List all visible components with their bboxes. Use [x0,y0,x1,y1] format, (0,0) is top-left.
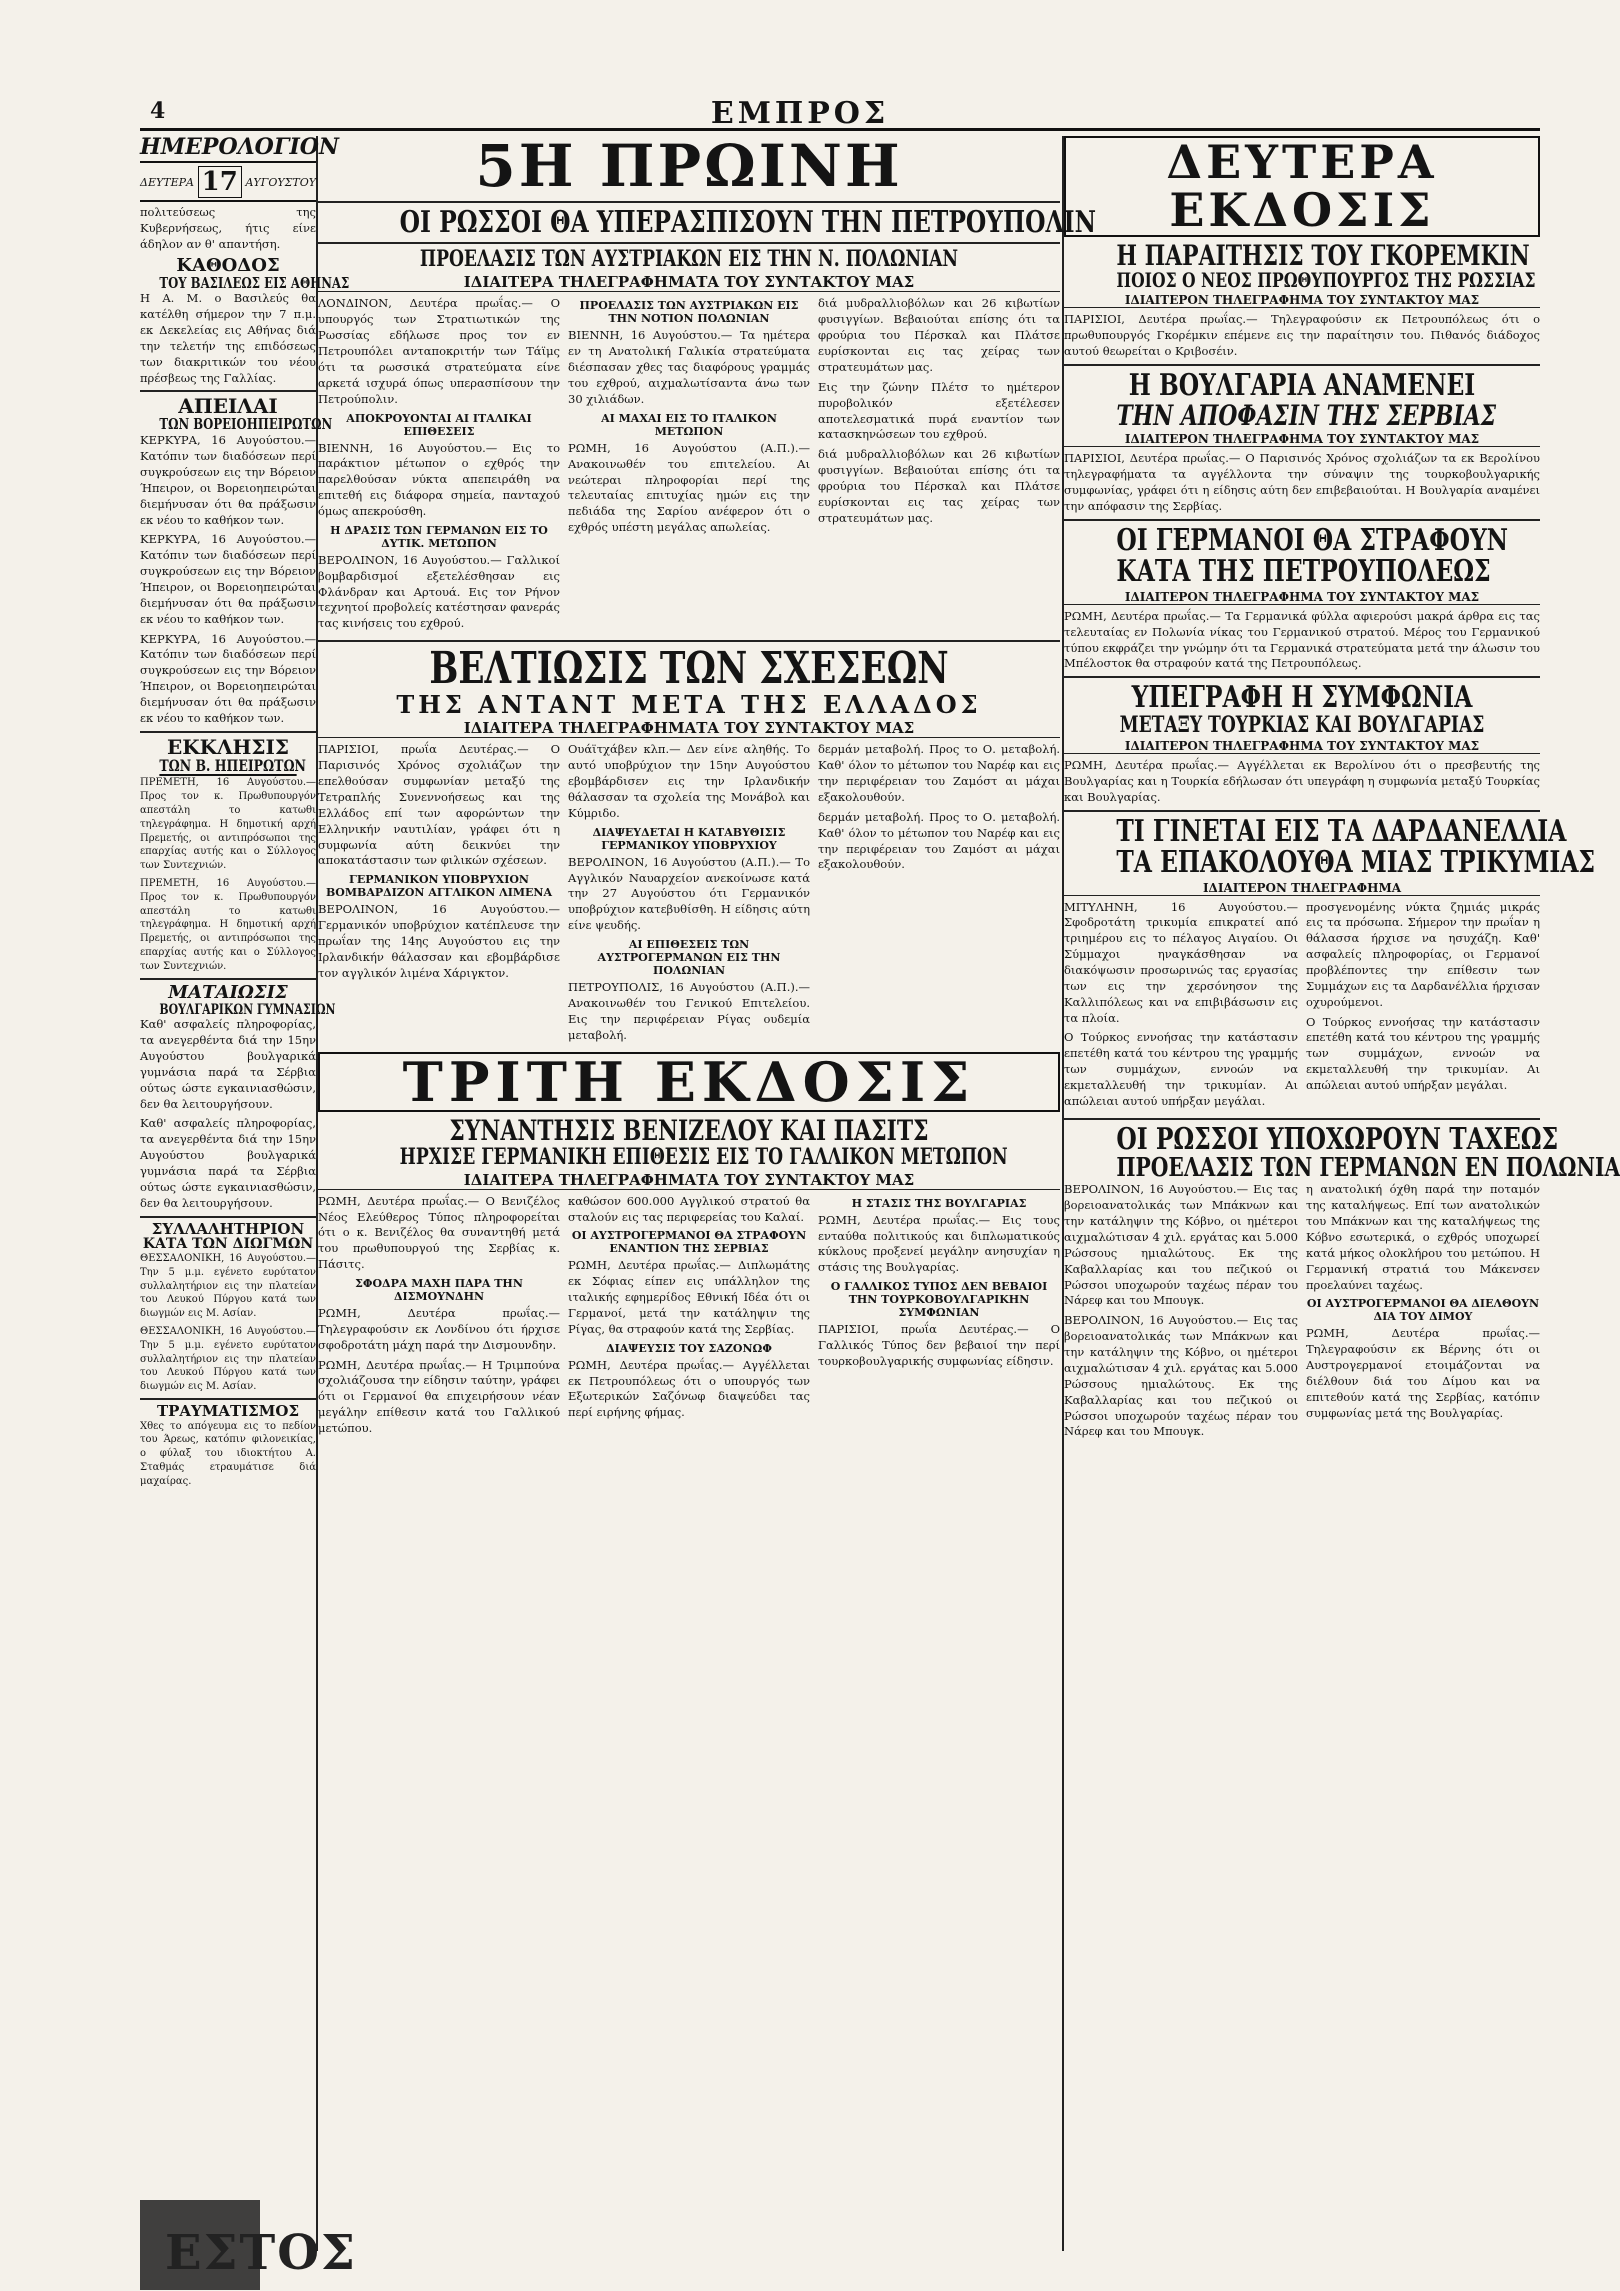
masthead: ΕΜΠΡΟΣ [710,96,890,131]
article-text: Καθ' ασφαλείς πληροφορίας, τα ανεγερθέντα διά την 15ην Αυγούστου βουλγαρικά γυμνάσια παρά τα Σέρβια ούτως ώστε εγκαινιασθώσιν, δεν θα λειτουργήσουν. [140,1017,316,1111]
right-column [1064,135,1620,1444]
article-text: ΠΑΡΙΣΙΟΙ, πρωΐα Δευτέρας.— Ο Γαλλικός Τύπος δεν βεβαιοί την περί τουρκοβουλγαρικής συμφωνίας είδησιν. [818,1322,1060,1368]
article-subhead: Η ΔΡΑΣΙΣ ΤΩΝ ΓΕΡΜΑΝΩΝ ΕΙΣ ΤΟ ΔΥΤΙΚ. ΜΕΤΩΠΟΝ [330,523,548,550]
headline: ΤΙ ΓΙΝΕΤΑΙ ΕΙΣ ΤΑ ΔΑΡΔΑΝΕΛΛΙΑ [1116,813,1567,849]
article-col [1306,1182,1540,1444]
article-subhead: ΣΦΟΔΡΑ ΜΑΧΗ ΠΑΡΑ ΤΗΝ ΔΙΣΜΟΥΝΔΗΝ [355,1276,523,1303]
headline: ΜΕΤΑΞΥ ΤΟΥΡΚΙΑΣ ΚΑΙ ΒΟΥΛΓΑΡΙΑΣ [1119,711,1485,738]
section-subheading: ΤΟΥ ΒΑΣΙΛΕΩΣ ΕΙΣ ΑΘΗΝΑΣ [159,273,350,292]
divider [140,1398,316,1400]
divider [140,731,316,733]
divider [140,1216,316,1218]
article-text: ΠΕΤΡΟΥΠΟΛΙΣ, 16 Αυγούστου (Α.Π.).— Ανακοινωθέν του Γενικού Επιτελείου. Εις την περιφέρειαν Ρίγας ουδεμία μεταβολή. [568,980,810,1042]
article-col [568,1194,810,1441]
article-col [818,1194,1060,1441]
articles-row [318,1194,1060,1441]
divider [1064,519,1540,521]
article-text: Χθες το απόγευμα εις το πεδίον του Άρεως, κατόπιν φιλονεικίας, ο φύλαξ του ιδιοκτήτου Α. Σταθμάς ετραυμάτισε διά μαχαίρας. [140,1420,316,1487]
headline: ΤΑ ΕΠΑΚΟΛΟΥΘΑ ΜΙΑΣ ΤΡΙΚΥΜΙΑΣ [1116,845,1596,880]
article-subhead: ΠΡΟΕΛΑΣΙΣ ΤΩΝ ΑΥΣΤΡΙΑΚΩΝ ΕΙΣ ΤΗΝ ΝΟΤΙΟΝ ΠΟΛΩΝΙΑΝ [579,299,799,326]
section-heading: ΑΠΕΙΛΑΙ [178,394,278,419]
section-subheading: ΤΩΝ Β. ΗΠΕΙΡΩΤΩΝ [159,755,306,775]
left-column [140,134,350,1493]
date-day: ΔΕΥΤΕΡΑ [140,175,194,189]
article-text: ΜΙΤΥΛΗΝΗ, 16 Αυγούστου.— Σφοδροτάτη τρικυμία επικρατεί από τριημέρου εις το πέλαγος Αιγαίου. Οι Σύμμαχοι ηναγκάσθησαν να διακόψωσιν προσωρινώς τας εργασίας των εις την χερσόνησον της Καλλιπόλεως και να επιβιβάσωσιν εις τα πλοία. [1064,899,1298,1025]
section-heading: ΕΚΚΛΗΣΙΣ [166,734,290,759]
article-text: πολιτεύσεως της Κυβερνήσεως, ήτις είνε άδηλον αν θ' απαντήση. [140,205,316,251]
article-text: ΡΩΜΗ, Δευτέρα πρωΐας.— Τα Γερμανικά φύλλα αφιερούσι μακρά άρθρα εις τας τελευταίας εν Πολωνία νίκας του Γερμανικού στρατού. Μέρος του Γερμανικού τύπου εκφράζει την γνώμην ότι τα Γερμανικά στρατεύματα μετά την άλωσιν του Μπέλοστοκ θα στραφούν κατά της Πετρουπόλεως. [1064,608,1540,671]
articles-row [318,296,1060,636]
article-subhead: ΔΙΑΨΕΥΔΕΤΑΙ Η ΚΑΤΑΒΥΘΙΣΙΣ ΓΕΡΜΑΝΙΚΟΥ ΥΠΟΒΡΥΧΙΟΥ [592,825,786,852]
date-month: ΑΥΓΟΥΣΤΟΥ [245,175,316,189]
divider [1064,364,1540,366]
article-text: ΚΕΡΚΥΡΑ, 16 Αυγούστου.— Κατόπιν των διαδόσεων περί συγκρούσεων εις την Βόρειον Ήπειρον, οι Βορειοηπειρώται διεμήνυσαν ότι θα πράξωσιν εκ νέου το καθήκον των. [140,532,316,626]
article-subhead: ΟΙ ΑΥΣΤΡΟΓΕΡΜΑΝΟΙ ΘΑ ΣΤΡΑΦΟΥΝ ΕΝΑΝΤΙΟΝ ΤΗΣ ΣΕΡΒΙΑΣ [571,1229,807,1256]
center-column [318,132,1096,1441]
article-text: ΘΕΣΣΑΛΟΝΙΚΗ, 16 Αυγούστου.— Την 5 μ.μ. εγένετο ευρύτατον συλλαλητήριον εις την πλατείαν του Λευκού Πύργου κατά των διωγμών εις Μ. Ασίαν. [140,1325,316,1393]
article-text: ΠΑΡΙΣΙΟΙ, Δευτέρα πρωΐας.— Τηλεγραφούσιν εκ Πετρουπόλεως ότι ο πρωθυπουργός Γκορέμκιν επέμενε εις την παραίτησιν του. Πιθανός διάδοχος αυτού θεωρείται ο Κριβοσέιν. [1064,311,1540,358]
telegram-line: ΙΔΙΑΙΤΕΡΑ ΤΗΛΕΓΡΑΦΗΜΑΤΑ ΤΟΥ ΣΥΝΤΑΚΤΟΥ ΜΑΣ [318,719,1060,738]
article-text: ΡΩΜΗ, Δευτέρα πρωΐας.— Τηλεγραφούσιν εκ Βέρνης ότι οι Αυστρογερμανοί ετοιμάζονται να διέλθουν διά του Δίμου και να επιτεθούν κατά της Σερβίας, κατόπιν συμφωνίας μετά της Βουλγαρίας. [1306,1326,1540,1420]
article-col [318,742,560,1047]
article-text: Η Α. Μ. ο Βασιλεύς θα κατέλθη σήμερον την 7 π.μ. εκ Δεκελείας εις Αθήνας διά την τελετήν της επιδόσεως των διακριτικών του νέου πρέσβεως της Γαλλίας. [140,291,316,385]
divider [1064,1118,1540,1120]
article-subhead: Η ΣΤΑΣΙΣ ΤΗΣ ΒΟΥΛΓΑΡΙΑΣ [851,1196,1027,1210]
article-text: Καθ' ασφαλείς πληροφορίας, τα ανεγερθέντα διά την 15ην Αυγούστου βουλγαρικά γυμνάσια παρά τα Σέρβια ούτως ώστε εγκαινιασθώσιν, δεν θα λειτουργήσουν. [140,1116,316,1210]
article-text: ΒΙΕΝΝΗ, 16 Αυγούστου.— Τα ημέτερα εν τη Ανατολική Γαλικία στρατεύματα διέσπασαν χθες τας διαφόρους γραμμάς του εχθρού, αιχμαλωτίσαντα άνω των 30 χιλιάδων. [568,328,810,406]
article-text: ΡΩΜΗ, Δευτέρα πρωΐας.— Η Τριμπούνα σχολιάζουσα την είδησιν ταύτην, γράφει ότι οι Γερμανοί θα επιχειρήσουν νέαν μεγάλην επίθεσιν κατά του Γαλλικού μετώπου. [318,1357,560,1435]
article-text: ΒΕΡΟΛΙΝΟΝ, 16 Αυγούστου.— Γαλλικοί βομβαρδισμοί εξετελέσθησαν εις Φλάνδραν και Αρτουά. Εις τον Ρήνον τεχνητοί προβολείς κατέστησαν φανεράς τας κινήσεις του εχθρού. [318,552,560,631]
headline: ΒΕΛΤΙΩΣΙΣ ΤΩΝ ΣΧΕΣΕΩΝ [429,643,949,695]
article-text: ΡΩΜΗ, Δευτέρα πρωΐας.— Τηλεγραφούσιν εκ Λονδίνου ότι ήρχισε σφοδροτάτη μάχη παρά την Δισμουνδην. [318,1305,560,1352]
date-number: 17 [198,166,242,198]
calendar-date [140,166,316,202]
article-subhead: ΓΕΡΜΑΝΙΚΟΝ ΥΠΟΒΡΥΧΙΟΝ ΒΟΜΒΑΡΔΙΖΟΝ ΑΓΓΛΙΚΟΝ ΛΙΜΕΝΑ [325,873,553,900]
divider [140,390,316,392]
headline: ΟΙ ΡΩΣΣΟΙ ΘΑ ΥΠΕΡΑΣΠΙΣΟΥΝ ΤΗΝ ΠΕΤΡΟΥΠΟΛΙΝ [399,204,1096,240]
article-text: ΒΕΡΟΛΙΝΟΝ, 16 Αυγούστου.— Εις τας βορειοανατολικάς των Μπάκνων και την κατάληψιν της Κόβνο, οι ημέτεροι αιχμαλώτισαν 4 χιλ. εργάτας και 5.000 Ρώσσους ημιαλώτους. Εκ της Καβαλλαρίας και του πεζικού οι Ρώσσοι υποχωρούν ταχέως πέραν του Νάρεφ και του Μπουγκ. [1064,1182,1298,1308]
article-subhead: Ο ΓΑΛΛΙΚΟΣ ΤΥΠΟΣ ΔΕΝ ΒΕΒΑΙΟΙ ΤΗΝ ΤΟΥΡΚΟΒΟΥΛΓΑΡΙΚΗΝ ΣΥΜΦΩΝΙΑΝ [830,1280,1048,1320]
section-heading: ΚΑΘΟΔΟΣ [176,254,280,276]
article-subhead: ΑΠΟΚΡΟΥΟΝΤΑΙ ΑΙ ΙΤΑΛΙΚΑΙ ΕΠΙΘΕΣΕΙΣ [346,411,532,438]
article-text: ΡΩΜΗ, Δευτέρα πρωΐας.— Ο Βενιζέλος Νέος Ελεύθερος Τύπος πληροφορείται ότι ο κ. Βενιζέλος θα συναντηθή μετά του πρωθυπουργού της Σερβίας κ. Πάσιτς. [318,1193,560,1272]
article-col [1306,900,1540,1114]
headline: ΤΗΣ ΑΝΤΑΝΤ ΜΕΤΑ ΤΗΣ ΕΛΛΑΔΟΣ [396,690,982,720]
headline: ΤΗΝ ΑΠΟΦΑΣΙΝ ΤΗΣ ΣΕΡΒΙΑΣ [1116,399,1497,433]
telegram-line: ΙΔΙΑΙΤΕΡΟΝ ΤΗΛΕΓΡΑΦΗΜΑ [1064,881,1540,896]
headline: ΠΟΙΟΣ Ο ΝΕΟΣ ΠΡΩΘΥΠΟΥΡΓΟΣ ΤΗΣ ΡΩΣΣΙΑΣ [1116,267,1536,292]
article-col [1064,900,1298,1114]
article-text: ΡΩΜΗ, 16 Αυγούστου (Α.Π.).— Ανακοινωθέν του επιτελείου. Αι νεώτεραι πληροφορίαι περί της τελευταίας επιτυχίας ημών εις την πεδιάδα της Σαρίου ανέφερον ότι ο εχθρός υπέστη μεγάλας απωλείας. [568,440,810,535]
telegram-line: ΙΔΙΑΙΤΕΡΟΝ ΤΗΛΕΓΡΑΦΗΜΑ ΤΟΥ ΣΥΝΤΑΚΤΟΥ ΜΑΣ [1064,739,1540,754]
edition-banner: ΔΕΥΤΕΡΑ ΕΚΔΟΣΙΣ [1166,135,1438,238]
article-text: διά μυδραλλιοβόλων και 26 κιβωτίων φυσιγγίων. Βεβαιούται επίσης ότι τα φρούρια του Πέρσκαλ και Πλάτσε ευρίσκονται εις τας χείρας των στρατευμάτων μας. [818,447,1060,525]
article-text: ΒΕΡΟΛΙΝΟΝ, 16 Αυγούστου.— Γερμανικόν υποβρύχιον κατέπλευσε την πρωΐαν της 14ης Αυγούστου εις την Ιρλανδικήν θάλασσαν και εβομβάρδισε τον αγγλικόν λιμένα Χάριγκτον. [318,902,560,980]
section-heading: ΜΑΤΑΙΩΣΙΣ [168,981,288,1003]
article-text: ΠΡΕΜΕΤΗ, 16 Αυγούστου.— Προς τον κ. Πρωθυπουργόν απεστάλη το κατωθι τηλεγράφημα. Η δημοτική αρχή Πρεμετής, οι αντιπρόσωποι της επαρχίας αυτής και ο Σύλλογος των Συντεχνιών. [140,878,316,972]
edition-box [1064,136,1540,237]
articles-row [318,742,1060,1047]
article-text: ΡΩΜΗ, Δευτέρα πρωΐας.— Αγγέλλεται εκ Πετρουπόλεως ότι ο υπουργός των Εξωτερικών Σαζόνωφ διαψεύδει τας περί ειρήνης φήμας. [568,1357,810,1420]
section-heading: ΤΡΑΥΜΑΤΙΣΜΟΣ [156,1401,300,1420]
article-text: ΠΡΕΜΕΤΗ, 16 Αυγούστου.— Προς τον κ. Πρωθυπουργόν απεστάλη το κατωθι τηλεγράφημα. Η δημοτική αρχή Πρεμετής, οι αντιπρόσωποι της επαρχίας αυτής και ο Σύλλογος των Συντεχνιών. [140,777,316,872]
section-subheading: ΒΟΥΛΓΑΡΙΚΩΝ ΓΥΜΝΑΣΙΩΝ [159,1001,336,1018]
edition-banner: 5Η ΠΡΩΙΝΗ [475,132,903,200]
article-text: ΡΩΜΗ, Δευτέρα πρωΐας.— Αγγέλλεται εκ Βερολίνου ότι ο πρεσβευτής της Βουλγαρίας και η Τουρκία εδήλωσαν ότι υπεγράφη η συμφωνία μεταξύ Τουρκίας και Βουλγαρίας. [1064,757,1540,804]
article-col [818,296,1060,636]
headline: ΥΠΕΓΡΑΦΗ Η ΣΥΜΦΩΝΙΑ [1131,680,1473,716]
section-subheading: ΚΑΤΑ ΤΩΝ ΔΙΩΓΜΩΝ [142,1236,314,1253]
section-heading: ΣΥΛΛΑΛΗΤΗΡΙΟΝ [151,1219,305,1238]
article-text: ΒΙΕΝΝΗ, 16 Αυγούστου.— Εις το παράκτιον μέτωπον ο εχθρός την παρελθούσαν νύκτα απεπειράθη να επιτεθή εις διάφορα σημεία, πανταχού όμως απεκρούσθη. [318,440,560,518]
headline: ΟΙ ΓΕΡΜΑΝΟΙ ΘΑ ΣΤΡΑΦΟΥΝ [1116,522,1509,558]
headline: ΚΑΤΑ ΤΗΣ ΠΕΤΡΟΥΠΟΛΕΩΣ [1116,554,1491,590]
telegram-line: ΙΔΙΑΙΤΕΡΑ ΤΗΛΕΓΡΑΦΗΜΑΤΑ ΤΟΥ ΣΥΝΤΑΚΤΟΥ ΜΑΣ [318,1171,1060,1190]
headline: ΣΥΝΑΝΤΗΣΙΣ ΒΕΝΙΖΕΛΟΥ ΚΑΙ ΠΑΣΙΤΣ [449,1114,929,1148]
article-text: καθώσον 600.000 Αγγλικού στρατού θα σταλούν εις τας περιφερείας του Καλαί. [568,1193,810,1224]
headline: ΠΡΟΕΛΑΣΙΣ ΤΩΝ ΓΕΡΜΑΝΩΝ ΕΝ ΠΟΛΩΝΙΑ [1116,1153,1620,1184]
divider [1064,810,1540,812]
article-col [568,742,810,1047]
article-text: ΡΩΜΗ, Δευτέρα πρωΐας.— Διπλωμάτης εκ Σόφιας είπεν εις υπάλληλον της ιταλικής εφημερίδος Εθνική Ιδέα ότι οι Γερμανοί, μετά την κατάληψιν της Ρίγας, θα στραφούν κατά της Σερβίας. [568,1258,810,1336]
article-text: ΚΕΡΚΥΡΑ, 16 Αυγούστου.— Κατόπιν των διαδόσεων περί συγκρούσεων εις την Βόρειον Ήπειρον, οι Βορειοηπειρώται διεμήνυσαν ότι θα πράξωσιν εκ νέου το καθήκον των. [140,433,316,527]
article-text: ΡΩΜΗ, Δευτέρα πρωΐας.— Εις τους ενταύθα πολιτικούς και διπλωματικούς κύκλους προξενεί μεγάλην ανησυχίαν η στάσις της Βουλγαρίας. [818,1212,1060,1275]
divider [318,242,1060,244]
article-text: ΒΕΡΟΛΙΝΟΝ, 16 Αυγούστου.— Εις τας βορειοανατολικάς των Μπάκνων και την κατάληψιν της Κόβνο, οι ημέτεροι αιχμαλώτισαν 4 χιλ. εργάτας και 5.000 Ρώσσους ημιαλώτους. Εκ της Καβαλλαρίας και του πεζικού οι Ρώσσοι υποχωρούν ταχέως πέραν του Νάρεφ και του Μπουγκ. [1064,1313,1298,1439]
article-text: δερμάν μεταβολή. Προς το Ο. μεταβολή. Καθ' όλον το μέτωπον του Ναρέφ και εις την περιφέρειαν του Ζαμόστ αι μάχαι εξακολουθούν. [818,809,1060,872]
article-col [568,296,810,636]
article-text: Ουάϊτχάβεν κλπ.— Δεν είνε αληθής. Το αυτό υποβρύχιον την 15ην Αυγούστου εβομβάρδισεν εις την Ιρλανδικήν θάλασσαν τα σχολεία της Μονάβολ και Κύμριδο. [568,742,810,820]
section-subheading: ΤΩΝ ΒΟΡΕΙΟΗΠΕΙΡΩΤΩΝ [159,415,333,434]
article-text: ΠΑΡΙΣΙΟΙ, πρωΐα Δευτέρας.— Ο Παρισινός Χρόνος σχολιάζων την επελθούσαν συμφωνίαν μεταξύ της Τετραπλής Συνεννοήσεως και της Ελλάδος επί των αφορώντων την Ελληνικήν ναυτιλίαν, γράφει ότι η συμφωνία αύτη δεικνύει την αποκατάστασιν των φιλικών σχέσεων. [318,742,560,868]
calendar-title: ΗΜΕΡΟΛΟΓΙΟΝ [140,136,316,163]
article-col [318,1194,560,1441]
article-text: προσγενομένης νύκτα ζημιάς μικράς εις τα πρόσωπα. Σήμερον την πρωΐαν η θάλασσα ήρχισε να ησυχάζη. Καθ' ασφαλείς πληροφορίας, οι Γερμανοί προβλέποντες την επίθεσιν των Συμμάχων εις τα Δαρδανέλλια ήρχισαν οχυρούμενοι. [1306,899,1540,1009]
headline: ΗΡΧΙΣΕ ΓΕΡΜΑΝΙΚΗ ΕΠΙΘΕΣΙΣ ΕΙΣ ΤΟ ΓΑΛΛΙΚΟΝ ΜΕΤΩΠΟΝ [399,1143,1008,1170]
divider [1064,676,1540,678]
telegram-line: ΙΔΙΑΙΤΕΡΟΝ ΤΗΛΕΓΡΑΦΗΜΑ ΤΟΥ ΣΥΝΤΑΚΤΟΥ ΜΑΣ [1064,293,1540,308]
articles-row [1064,900,1540,1114]
article-text: δερμάν μεταβολή. Προς το Ο. μεταβολή. Καθ' όλον το μέτωπον του Ναρέφ και εις την περιφέρειαν του Ζαμόστ αι μάχαι εξακολουθούν. [818,742,1060,805]
headline: ΟΙ ΡΩΣΣΟΙ ΥΠΟΧΩΡΟΥΝ ΤΑΧΕΩΣ [1116,1121,1559,1157]
article-col [318,296,560,636]
bottom-heading: ΕΣΤΟΣ [165,2225,357,2281]
article-text: ΚΕΡΚΥΡΑ, 16 Αυγούστου.— Κατόπιν των διαδόσεων περί συγκρούσεων εις την Βόρειον Ήπειρον, οι Βορειοηπειρώται διεμήνυσαν ότι θα πράξωσιν εκ νέου το καθήκον των. [140,631,316,725]
divider [140,978,316,980]
article-subhead: ΑΙ ΕΠΙΘΕΣΕΙΣ ΤΩΝ ΑΥΣΤΡΟΓΕΡΜΑΝΩΝ ΕΙΣ ΤΗΝ ΠΟΛΩΝΙΑΝ [597,938,781,978]
headline: Η ΒΟΥΛΓΑΡΙΑ ΑΝΑΜΕΝΕΙ [1128,367,1476,403]
article-text: η ανατολική όχθη παρά την ποταμόν της καταλήψεως. Επί των ανατολικών του Μπάκνων και της καταλήψεως της Κόβνο εσωτερικά, ο εχθρός υποχωρεί κατά μήκος ολοκλήρου του μετώπου. Η Γερμανική στρατιά του Μάκενσεν προελαύνει ταχέως. [1306,1182,1540,1292]
top-rule [140,128,1540,131]
page-number: 4 [150,98,166,124]
article-text: διά μυδραλλιοβόλων και 26 κιβωτίων φυσιγγίων. Βεβαιούται επίσης ότι τα φρούρια του Πέρσκαλ και Πλάτσε ευρίσκονται εις τας χείρας των στρατευμάτων μας. [818,296,1060,374]
headline: Η ΠΑΡΑΙΤΗΣΙΣ ΤΟΥ ΓΚΟΡΕΜΚΙΝ [1116,238,1530,272]
article-text: Ο Τούρκος εννοήσας την κατάστασιν επετέθη κατά του κέντρου της γραμμής των συμμάχων, εννοών να εκμεταλλευθή την τρικυμίαν. Αι απώλειαι αυτού υπήρξαν μεγάλαι. [1306,1014,1540,1092]
article-text: ΘΕΣΣΑΛΟΝΙΚΗ, 16 Αυγούστου.— Την 5 μ.μ. εγένετο ευρύτατον συλλαλητήριον εις την πλατείαν του Λευκού Πύργου κατά των διωγμών εις Μ. Ασίαν. [140,1252,316,1320]
divider [318,201,1060,203]
article-subhead: ΔΙΑΨΕΥΣΙΣ ΤΟΥ ΣΑΖΟΝΩΦ [606,1341,772,1355]
headline: ΠΡΟΕΛΑΣΙΣ ΤΩΝ ΑΥΣΤΡΙΑΚΩΝ ΕΙΣ ΤΗΝ Ν. ΠΟΛΩΝΙΑΝ [419,246,959,273]
article-text: Εις την ζώνην Πλέτσ το ημέτερον πυροβολικόν εξετέλεσεν αποτελεσματικά πυρά εναντίον των κατασκηνώσεων του εχθρού. [818,379,1060,442]
article-subhead: ΟΙ ΑΥΣΤΡΟΓΕΡΜΑΝΟΙ ΘΑ ΔΙΕΛΘΟΥΝ ΔΙΑ ΤΟΥ ΔΙΜΟΥ [1306,1297,1540,1324]
edition-banner: ΤΡΙΤΗ ΕΚΔΟΣΙΣ [402,1049,976,1114]
article-text: Ο Τούρκος εννοήσας την κατάστασιν επετέθη κατά του κέντρου της γραμμής των συμμάχων, εννοών να εκμεταλλευθή την τρικυμίαν. Αι απώλειαι αυτού υπήρξαν μεγάλαι. [1064,1030,1298,1108]
telegram-line: ΙΔΙΑΙΤΕΡΟΝ ΤΗΛΕΓΡΑΦΗΜΑ ΤΟΥ ΣΥΝΤΑΚΤΟΥ ΜΑΣ [1064,432,1540,447]
telegram-line: ΙΔΙΑΙΤΕΡΟΝ ΤΗΛΕΓΡΑΦΗΜΑ ΤΟΥ ΣΥΝΤΑΚΤΟΥ ΜΑΣ [1064,590,1540,605]
edition-box [318,1049,1060,1114]
article-col [818,742,1060,1047]
articles-row [1064,1182,1540,1444]
telegram-line: ΙΔΙΑΙΤΕΡΑ ΤΗΛΕΓΡΑΦΗΜΑΤΑ ΤΟΥ ΣΥΝΤΑΚΤΟΥ ΜΑΣ [318,273,1060,292]
article-text: ΠΑΡΙΣΙΟΙ, Δευτέρα πρωΐας.— Ο Παρισινός Χρόνος σχολιάζων τα εκ Βερολίνου τηλεγραφήματα τα αγγέλλοντα την σύναψιν της τουρκοβουλγαρικής συμφωνίας, γράφει ότι η είδησις αύτη δεν επιβεβαιούται. Η Βουλγαρία αναμένει την απόφασιν της Σερβίας. [1064,451,1540,514]
article-text: ΒΕΡΟΛΙΝΟΝ, 16 Αυγούστου (Α.Π.).— Το Αγγλικόν Ναυαρχείον ανεκοίνωσε κατά την 27 Αυγούστου ότι Γερμανικόν υποβρύχιον κατεβυθίσθη. Η είδησις αύτη είνε ψευδής. [568,854,810,933]
article-text: ΛΟΝΔΙΝΟΝ, Δευτέρα πρωΐας.— Ο υπουργός των Στρατιωτικών της Ρωσσίας εδήλωσε προς τον εν Πετρουπόλει ανταποκριτήν των Τάϊμς ότι τα ρωσσικά στρατεύματα είνε αρκετά ισχυρά όπως υπερασπίσουν την Πετρούπολιν. [318,296,560,406]
divider [318,640,1060,642]
article-col [1064,1182,1298,1444]
article-subhead: ΑΙ ΜΑΧΑΙ ΕΙΣ ΤΟ ΙΤΑΛΙΚΟΝ ΜΕΤΩΠΟΝ [601,411,777,438]
